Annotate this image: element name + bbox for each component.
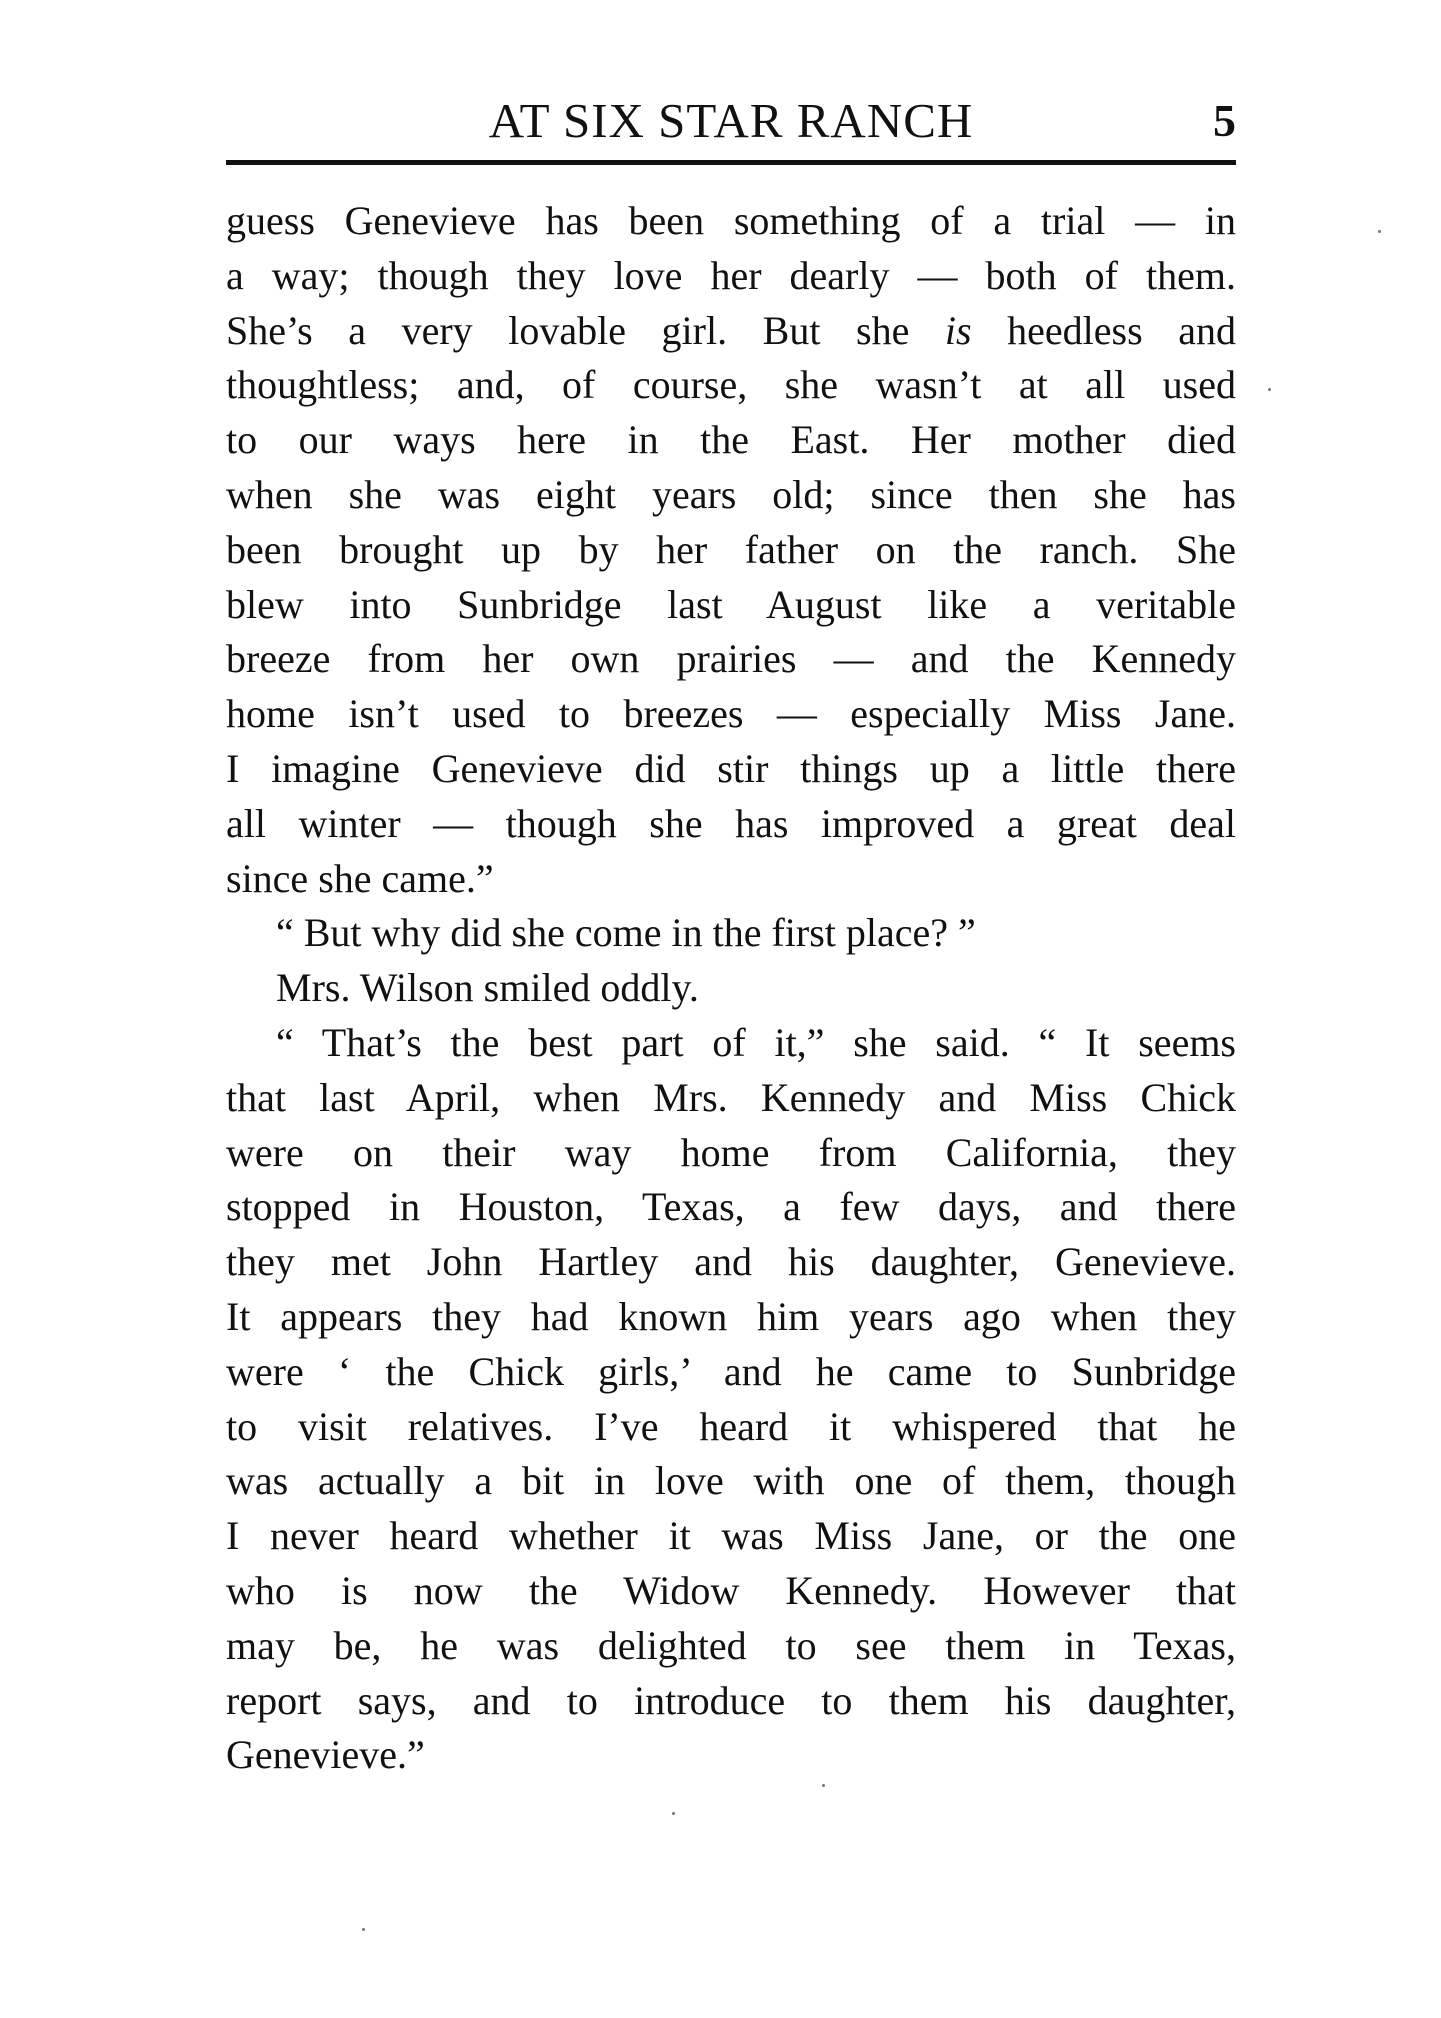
text-line: may be, he was delighted to see them in Texas, bbox=[226, 1622, 1236, 1668]
text-line: to our ways here in the East. Her mother died bbox=[226, 417, 1236, 463]
text-line: thoughtless; and, of course, she wasn’t at all used bbox=[226, 362, 1236, 408]
text-line: blew into Sunbridge last August like a veritable bbox=[226, 581, 1236, 627]
scan-speck bbox=[672, 1812, 675, 1815]
text-line: Mrs. Wilson smiled oddly. bbox=[276, 965, 699, 1011]
header-rule bbox=[226, 160, 1236, 165]
text-line: “ But why did she come in the first place? ” bbox=[276, 910, 976, 956]
page-number: 5 bbox=[1213, 95, 1236, 146]
text-line: “ That’s the best part of it,” she said. “ It seems bbox=[276, 1019, 1236, 1065]
text-line: a way; though they love her dearly — both of them. bbox=[226, 252, 1236, 298]
text-line: Genevieve.” bbox=[226, 1732, 425, 1778]
scan-speck bbox=[1378, 230, 1381, 233]
text-line: breeze from her own prairies — and the Kennedy bbox=[226, 636, 1236, 682]
text-line: since she came.” bbox=[226, 855, 494, 901]
scan-speck bbox=[362, 1928, 365, 1931]
text-line: were ‘ the Chick girls,’ and he came to Sunbridge bbox=[226, 1348, 1236, 1394]
scan-speck bbox=[822, 1784, 825, 1787]
text-line: I imagine Genevieve did stir things up a little there bbox=[226, 745, 1236, 791]
text-line: report says, and to introduce to them his daughter, bbox=[226, 1677, 1236, 1723]
text-line: stopped in Houston, Texas, a few days, and there bbox=[226, 1184, 1236, 1230]
text-line: were on their way home from California, they bbox=[226, 1129, 1236, 1175]
text-line: that last April, when Mrs. Kennedy and Miss Chick bbox=[226, 1074, 1236, 1120]
text-line: She’s a very lovable girl. But she is heedless and bbox=[226, 307, 1236, 353]
text-line: when she was eight years old; since then she has bbox=[226, 471, 1236, 517]
text-line: they met John Hartley and his daughter, Genevieve. bbox=[226, 1239, 1236, 1285]
text-line: to visit relatives. I’ve heard it whispered that he bbox=[226, 1403, 1236, 1449]
running-head bbox=[226, 90, 1236, 152]
text-line: home isn’t used to breezes — especially Miss Jane. bbox=[226, 691, 1236, 737]
text-line: I never heard whether it was Miss Jane, or the one bbox=[226, 1513, 1236, 1559]
text-line: all winter — though she has improved a great deal bbox=[226, 800, 1236, 846]
text-line: who is now the Widow Kennedy. However that bbox=[226, 1567, 1236, 1613]
running-head-title: AT SIX STAR RANCH bbox=[488, 93, 974, 148]
text-line: been brought up by her father on the ranch. She bbox=[226, 526, 1236, 572]
text-line: was actually a bit in love with one of them, though bbox=[226, 1458, 1236, 1504]
scan-speck bbox=[1268, 388, 1271, 391]
text-line: It appears they had known him years ago when they bbox=[226, 1293, 1236, 1339]
body-text bbox=[226, 194, 1236, 1783]
text-line: guess Genevieve has been something of a trial — in bbox=[226, 198, 1236, 243]
